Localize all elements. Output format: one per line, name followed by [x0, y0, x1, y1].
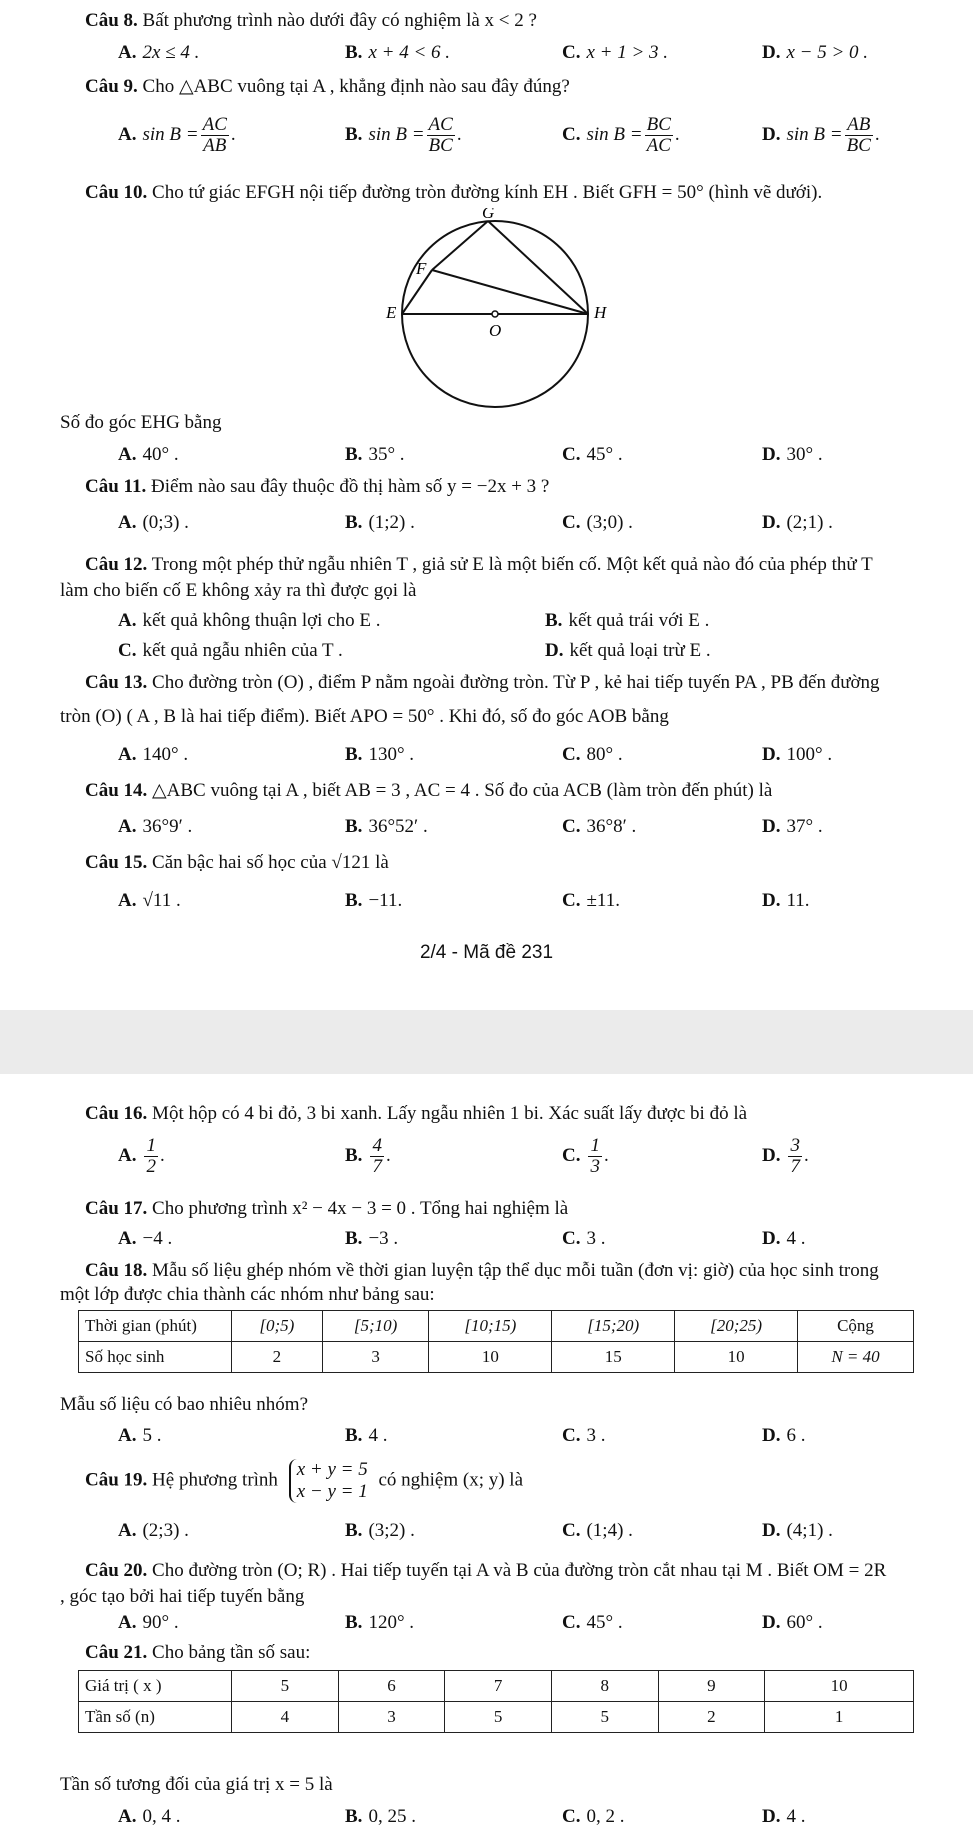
- q9-option-a: A. sin B = $\frac{AC}{AB}$ .: [118, 114, 236, 156]
- question-text: △ABC vuông tại A , biết AB = 3 , AC = 4 . Số đo của ACB (làm tròn đến phút) là: [152, 780, 773, 801]
- table-cell: 15: [552, 1342, 675, 1373]
- q12-option-b: B. kết quả trái với E .: [545, 610, 710, 631]
- table-cell: 7: [445, 1671, 552, 1702]
- question-18: Câu 18. Mẫu số liệu ghép nhóm về thời gian luyện tập thể dục mỗi tuần (đơn vị: giờ) của học sinh trong: [85, 1260, 879, 1281]
- q9-option-c: C. sin B = $\frac{BC}{AC}$ .: [562, 114, 680, 156]
- q9-option-b: B. sin B = $\frac{AC}{BC}$ .: [345, 114, 462, 156]
- question-text: Cho đường tròn (O; R) . Hai tiếp tuyến tại A và B của đường tròn cắt nhau tại M . Biết OM = 2R: [152, 1560, 887, 1581]
- question-text: Mẫu số liệu ghép nhóm về thời gian luyện tập thể dục mỗi tuần (đơn vị: giờ) của học sinh trong: [152, 1260, 879, 1281]
- q15-option-b: B. −11.: [345, 890, 403, 911]
- question-21: Câu 21. Cho bảng tần số sau:: [85, 1642, 311, 1663]
- q17-option-a: A. −4 .: [118, 1228, 173, 1249]
- question-16: Câu 16. Một hộp có 4 bi đỏ, 3 bi xanh. Lấy ngẫu nhiên 1 bi. Xác suất lấy được bi đỏ là: [85, 1103, 748, 1124]
- q20-line2: , góc tạo bởi hai tiếp tuyến bằng: [60, 1586, 305, 1607]
- q18-line2: một lớp được chia thành các nhóm như bảng sau:: [60, 1284, 435, 1305]
- q19-option-d: D. (4;1) .: [762, 1520, 833, 1541]
- table-cell: 10: [675, 1342, 798, 1373]
- table-cell: 2: [232, 1342, 323, 1373]
- table-cell: 4: [232, 1702, 339, 1733]
- table-row: [79, 1671, 914, 1702]
- page-2-lower: [0, 1074, 973, 1839]
- table-cell: 5: [445, 1702, 552, 1733]
- table-row: [79, 1702, 914, 1733]
- q18-option-d: D. 6 .: [762, 1425, 806, 1446]
- table-cell: 3: [322, 1342, 429, 1373]
- q15-option-c: C. ±11.: [562, 890, 620, 911]
- question-text: Một hộp có 4 bi đỏ, 3 bi xanh. Lấy ngẫu nhiên 1 bi. Xác suất lấy được bi đỏ là: [152, 1103, 748, 1124]
- table-cell: [20;25): [675, 1311, 798, 1342]
- question-text: Trong một phép thử ngẫu nhiên T , giả sử E là một biến cố. Một kết quả nào đó của phép thử T: [151, 554, 873, 575]
- q17-option-b: B. −3 .: [345, 1228, 399, 1249]
- q18-option-c: C. 3 .: [562, 1425, 606, 1446]
- q11-option-c: C. (3;0) .: [562, 512, 633, 533]
- q21-ask: Tần số tương đối của giá trị x = 5 là: [60, 1774, 333, 1795]
- q16-option-a: A. $\frac{1}{2}$ .: [118, 1135, 165, 1177]
- page-footer: 2/4 - Mã đề 231: [419, 942, 554, 963]
- q21-option-b: B. 0, 25 .: [345, 1806, 416, 1827]
- table-cell: 1: [765, 1702, 914, 1733]
- q10-ask: Số đo góc EHG bằng: [60, 412, 222, 433]
- q9-option-d: D. sin B = $\frac{AB}{BC}$ .: [762, 114, 880, 156]
- q15-option-a: A. √11 .: [118, 890, 181, 911]
- q14-option-c: C. 36°8′ .: [562, 816, 637, 837]
- table-cell: Cộng: [797, 1311, 913, 1342]
- q21-option-c: C. 0, 2 .: [562, 1806, 625, 1827]
- equation-1: x + y = 5: [296, 1459, 368, 1480]
- question-12: Câu 12. Trong một phép thử ngẫu nhiên T , giả sử E là một biến cố. Một kết quả nào đó của phép thử T: [85, 554, 873, 575]
- table-cell: [10;15): [429, 1311, 552, 1342]
- equation-system: [289, 1459, 368, 1503]
- q21-option-d: D. 4 .: [762, 1806, 806, 1827]
- q18-option-a: A. 5 .: [118, 1425, 162, 1446]
- question-9: Câu 9. Cho △ABC vuông tại A , khẳng định nào sau đây đúng?: [85, 76, 570, 97]
- question-13: Câu 13. Cho đường tròn (O) , điểm P nằm ngoài đường tròn. Từ P , kẻ hai tiếp tuyến PA , PB đến đường: [85, 672, 880, 693]
- q20-option-d: D. 60° .: [762, 1612, 823, 1633]
- q10-option-c: C. 45° .: [562, 444, 623, 465]
- table-cell: [0;5): [232, 1311, 323, 1342]
- question-text: Căn bậc hai số học của √121 là: [152, 852, 389, 873]
- q20-option-a: A. 90° .: [118, 1612, 179, 1633]
- q20-option-c: C. 45° .: [562, 1612, 623, 1633]
- q14-option-a: A. 36°9′ .: [118, 816, 193, 837]
- q8-option-a: A. 2x ≤ 4 .: [118, 42, 200, 63]
- table-cell: Thời gian (phút): [79, 1311, 232, 1342]
- q13-option-a: A. 140° .: [118, 744, 189, 765]
- table-row: [79, 1311, 914, 1342]
- q18-option-b: B. 4 .: [345, 1425, 388, 1446]
- question-17: Câu 17. Cho phương trình x² − 4x − 3 = 0 . Tổng hai nghiệm là: [85, 1198, 569, 1219]
- q8-option-c: C. x + 1 > 3 .: [562, 42, 669, 63]
- q11-option-a: A. (0;3) .: [118, 512, 189, 533]
- table-cell: N = 40: [797, 1342, 913, 1373]
- q12-option-c: C. kết quả ngẫu nhiên của T .: [118, 640, 343, 661]
- question-text: Điểm nào sau đây thuộc đồ thị hàm số y = −2x + 3 ?: [151, 476, 550, 497]
- equation-2: x − y = 1: [296, 1481, 368, 1502]
- q14-option-b: B. 36°52′ .: [345, 816, 428, 837]
- q19-option-c: C. (1;4) .: [562, 1520, 633, 1541]
- q16-option-c: C. $\frac{1}{3}$ .: [562, 1135, 609, 1177]
- q18-ask: Mẫu số liệu có bao nhiêu nhóm?: [60, 1394, 309, 1415]
- q10-option-a: A. 40° .: [118, 444, 179, 465]
- q19-option-a: A. (2;3) .: [118, 1520, 189, 1541]
- question-text: Cho phương trình x² − 4x − 3 = 0 . Tổng hai nghiệm là: [152, 1198, 569, 1219]
- table-cell: Tần số (n): [79, 1702, 232, 1733]
- table-cell: 3: [338, 1702, 445, 1733]
- circle-figure: [380, 208, 620, 408]
- table-cell: 10: [765, 1671, 914, 1702]
- q18-table: [78, 1310, 914, 1373]
- q21-table: [78, 1670, 914, 1733]
- table-cell: 10: [429, 1342, 552, 1373]
- question-text: Cho bảng tần số sau:: [152, 1642, 311, 1663]
- table-cell: 6: [338, 1671, 445, 1702]
- table-cell: 5: [551, 1702, 658, 1733]
- table-row: [79, 1342, 914, 1373]
- table-cell: [15;20): [552, 1311, 675, 1342]
- q10-option-b: B. 35° .: [345, 444, 405, 465]
- label-h: H: [594, 303, 607, 322]
- table-cell: Giá trị ( x ): [79, 1671, 232, 1702]
- q13-option-d: D. 100° .: [762, 744, 833, 765]
- q14-option-d: D. 37° .: [762, 816, 823, 837]
- question-11: Câu 11. Điểm nào sau đây thuộc đồ thị hàm số y = −2x + 3 ?: [85, 476, 550, 497]
- question-15: Câu 15. Căn bậc hai số học của √121 là: [85, 852, 389, 873]
- q16-option-d: D. $\frac{3}{7}$ .: [762, 1135, 809, 1177]
- q8-option-b: B. x + 4 < 6 .: [345, 42, 451, 63]
- question-text: Bất phương trình nào dưới đây có nghiệm là x < 2 ?: [142, 10, 537, 31]
- table-cell: 5: [232, 1671, 339, 1702]
- question-label: Câu 8.: [85, 10, 138, 31]
- table-cell: [5;10): [322, 1311, 429, 1342]
- q15-option-d: D. 11.: [762, 890, 810, 911]
- q19-option-b: B. (3;2) .: [345, 1520, 415, 1541]
- table-cell: 2: [658, 1702, 765, 1733]
- table-cell: Số học sinh: [79, 1342, 232, 1373]
- label-o: O: [489, 321, 502, 340]
- q12-line2: làm cho biến cố E không xảy ra thì được gọi là: [60, 580, 417, 601]
- q21-option-a: A. 0, 4 .: [118, 1806, 181, 1827]
- question-19: Câu 19. Hệ phương trình x + y = 5 x − y = 1 có nghiệm (x; y) là: [85, 1459, 524, 1502]
- q20-option-b: B. 120° .: [345, 1612, 415, 1633]
- q11-option-b: B. (1;2) .: [345, 512, 415, 533]
- question-20: Câu 20. Cho đường tròn (O; R) . Hai tiếp tuyến tại A và B của đường tròn cắt nhau tại M . Biết OM = 2R: [85, 1560, 887, 1581]
- question-10: Câu 10. Cho tứ giác EFGH nội tiếp đường tròn đường kính EH . Biết GFH = 50° (hình vẽ dưới).: [85, 182, 823, 203]
- q13-line2: tròn (O) ( A , B là hai tiếp điểm). Biết APO = 50° . Khi đó, số đo góc AOB bằng: [60, 706, 669, 727]
- table-cell: 9: [658, 1671, 765, 1702]
- question-text: Cho tứ giác EFGH nội tiếp đường tròn đường kính EH . Biết GFH = 50° (hình vẽ dưới).: [152, 182, 823, 203]
- label-e: E: [386, 303, 397, 322]
- question-8: [85, 10, 537, 32]
- page-separator: [0, 1010, 973, 1074]
- question-14: Câu 14. △ABC vuông tại A , biết AB = 3 , AC = 4 . Số đo của ACB (làm tròn đến phút) là: [85, 780, 773, 801]
- q17-option-d: D. 4 .: [762, 1228, 806, 1249]
- table-cell: 8: [551, 1671, 658, 1702]
- q8-option-d: D. x − 5 > 0 .: [762, 42, 869, 63]
- q11-option-d: D. (2;1) .: [762, 512, 833, 533]
- label-g: G: [482, 208, 495, 222]
- label-f: F: [416, 259, 427, 278]
- q10-option-d: D. 30° .: [762, 444, 823, 465]
- q12-option-a: A. kết quả không thuận lợi cho E .: [118, 610, 381, 631]
- question-text: Cho đường tròn (O) , điểm P nằm ngoài đường tròn. Từ P , kẻ hai tiếp tuyến PA , PB đến đường: [152, 672, 880, 693]
- question-text: Cho △ABC vuông tại A , khẳng định nào sau đây đúng?: [142, 76, 570, 97]
- q13-option-b: B. 130° .: [345, 744, 415, 765]
- center-point: [492, 311, 498, 317]
- q12-option-d: D. kết quả loại trừ E .: [545, 640, 711, 661]
- question-text-end: có nghiệm (x; y) là: [378, 1469, 524, 1491]
- question-text: Hệ phương trình: [152, 1469, 278, 1491]
- q13-option-c: C. 80° .: [562, 744, 623, 765]
- q17-option-c: C. 3 .: [562, 1228, 606, 1249]
- q16-option-b: B. $\frac{4}{7}$ .: [345, 1135, 391, 1177]
